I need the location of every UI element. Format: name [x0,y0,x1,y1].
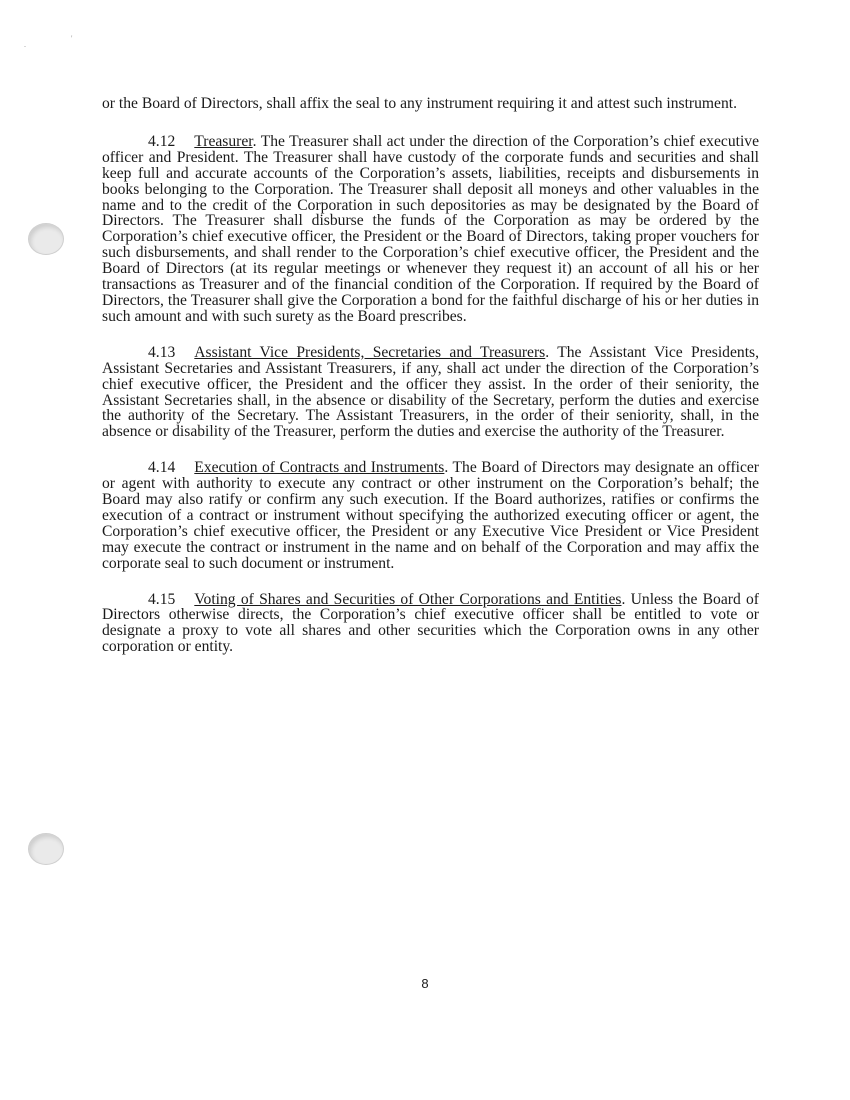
scan-speck: ' [71,34,73,43]
section-4-12 [102,134,759,325]
document-body [102,96,759,675]
heading-punct: . [252,132,257,150]
section-4-13 [102,345,759,440]
section-number: 4.15 [148,590,176,608]
section-4-14 [102,460,759,571]
section-body: Unless the Board of Directors otherwise directs, the Corporation’s chief executive officer shall be entitled to vote or designate a proxy to vote all shares and other securities which the Corporation owns in any other corporation or entity. [102,590,759,656]
heading-punct: . [444,459,449,477]
section-heading: Assistant Vice Presidents, Secretaries and Treasurers [194,343,546,361]
section-body: The Assistant Vice Presidents, Assistant Secretaries and Assistant Treasurers, if any, shall act under the direction of the Corporation’s chief executive officer, the President and the officer they assist. In the order of their seniority, the Assistant Secretaries shall, in the absence or disability of the Secretary, perform the duties and exercise the authority of the Secretary. The Assistant Treasurers, in the order of their seniority, shall, in the absence or disability of the Treasurer, perform the duties and exercise the authority of the Treasurer. [102,343,760,441]
heading-punct: . [545,343,550,361]
section-heading: Treasurer [194,132,253,150]
punch-hole [28,833,64,865]
section-number: 4.12 [148,132,176,150]
heading-punct: . [621,590,626,608]
section-body: The Treasurer shall act under the direction of the Corporation’s chief executive officer and President. The Treasurer shall have custody of the corporate funds and securities and shall keep full and accurate accounts of the Corporation’s assets, liabilities, receipts and disbursements in books belonging to the Corporation. The Treasurer shall deposit all moneys and other valuables in the name and to the credit of the Corporation in such depositories as may be designated by the Board of Directors. The Treasurer shall disburse the funds of the Corporation as may be ordered by the Corporation’s chief executive officer, the President or the Board of Directors, taking proper vouchers for such disbursements, and shall render to the Corporation’s chief executive officer, the President and the Board of Directors (at its regular meetings or whenever they request it) an account of all his or her transactions as Treasurer and of the financial condition of the Corporation. If required by the Board of Directors, the Treasurer shall give the Corporation a bond for the faithful discharge of his or her duties in such amount and with such surety as the Board prescribes. [102,132,759,325]
scan-speck: . [24,40,26,49]
section-heading: Voting of Shares and Securities of Other Corporations and Entities [194,590,622,608]
page-number: 8 [421,976,429,991]
section-heading: Execution of Contracts and Instruments [194,459,445,477]
section-number: 4.13 [148,343,176,361]
continuation-paragraph: or the Board of Directors, shall affix the seal to any instrument requiring it and attest such instrument. [102,95,738,112]
section-4-15 [102,592,759,656]
section-number: 4.14 [148,459,176,477]
section-body: The Board of Directors may designate an officer or agent with authority to execute any contract or other instrument on the Corporation’s behalf; the Board may also ratify or confirm any such execution. If the Board authorizes, ratifies or confirms the execution of a contract or instrument without specifying the authorized executing officer or agent, the Corporation’s chief executive officer, the President or any Executive Vice President or Vice President may execute the contract or instrument in the name and on behalf of the Corporation and may affix the corporate seal to such document or instrument. [102,459,760,572]
punch-hole [28,223,64,255]
